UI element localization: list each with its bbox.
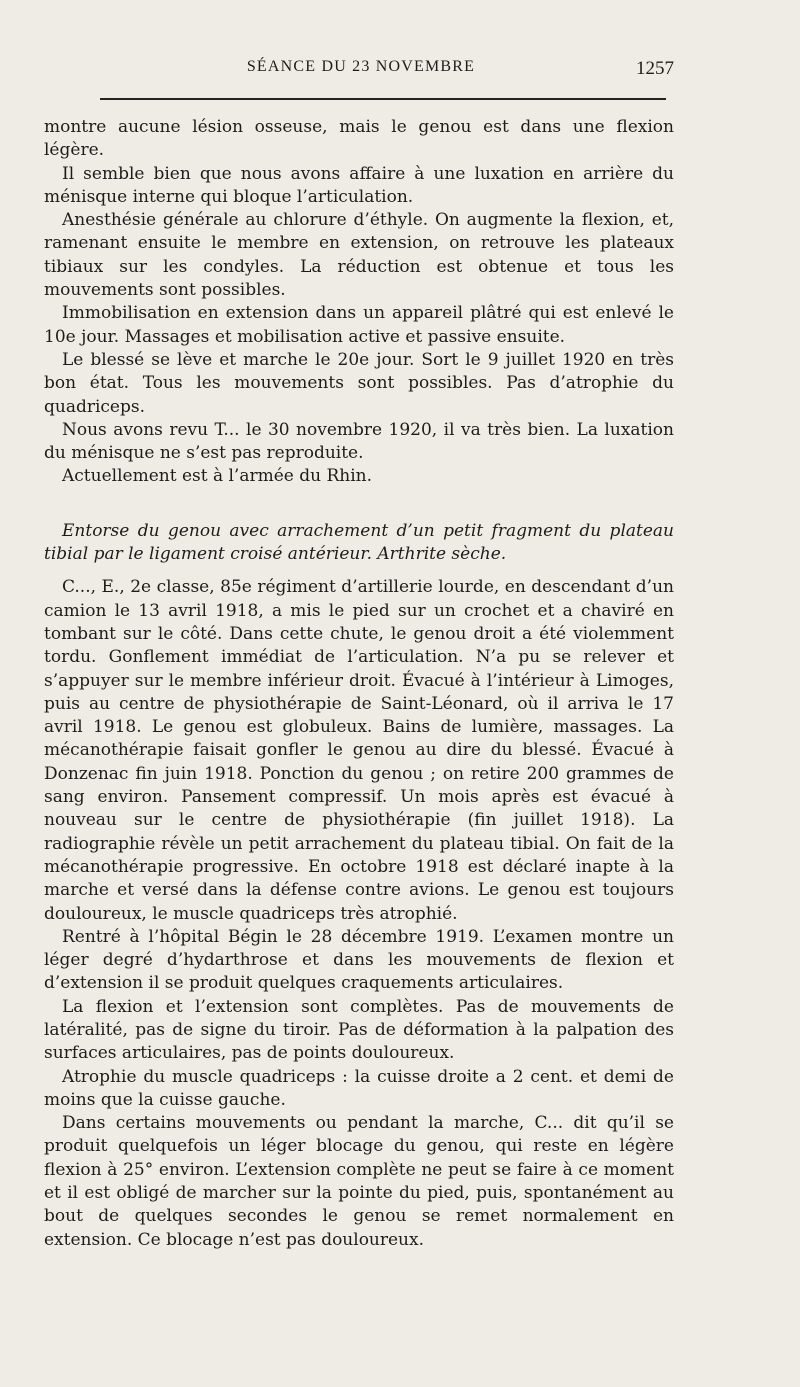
header-rule bbox=[100, 98, 666, 100]
paragraph: Dans certains mouvements ou pendant la marche, C... dit qu’il se produit quelquefois un léger blocage du genou, qui reste en légère flexion à 25° environ. L’extension complète ne peut se faire à ce moment et il est obligé de marcher sur la pointe du pied, puis, spontanément au bout de quelques secondes le genou se remet normalement en extension. Ce blocage n’est pas douloureux. bbox=[44, 1113, 674, 1250]
paragraph: Anesthésie générale au chlorure d’éthyle. On augmente la flexion, et, ramenant ensuite le membre en extension, on retrouve les plateaux tibiaux sur les condyles. La réduction est obtenue et tous les mouvements sont possibles. bbox=[44, 210, 674, 301]
paragraph: Rentré à l’hôpital Bégin le 28 décembre 1919. L’examen montre un léger degré d’hydarthrose et dans les mouvements de flexion et d’extension il se produit quelques craquements articulaires. bbox=[44, 926, 674, 994]
page-number: 1257 bbox=[636, 58, 674, 79]
paragraph: Nous avons revu T... le 30 novembre 1920, il va très bien. La luxation du ménisque ne s’est pas reproduite. bbox=[44, 419, 674, 464]
paragraph: Atrophie du muscle quadriceps : la cuisse droite a 2 cent. et demi de moins que la cuisse gauche. bbox=[44, 1066, 674, 1110]
section-heading: Entorse du genou avec arrachement d’un petit fragment du plateau tibial par le ligament croisé antérieur. Arthrite sèche. bbox=[44, 520, 674, 565]
paragraph: Actuellement est à l’armée du Rhin. bbox=[62, 466, 373, 487]
running-header bbox=[48, 58, 674, 86]
paragraph: Immobilisation en extension dans un appareil plâtré qui est enlevé le 10e jour. Massages et mobilisation active et passive ensuite. bbox=[44, 303, 674, 347]
paragraph: montre aucune lésion osseuse, mais le genou est dans une flexion légère. bbox=[44, 117, 674, 161]
paragraph: Il semble bien que nous avons affaire à une luxation en arrière du ménisque interne qui bloque l’articulation. bbox=[44, 163, 674, 207]
paragraph: La flexion et l’extension sont complètes. Pas de mouvements de latéralité, pas de signe du tiroir. Pas de déformation à la palpation des surfaces articulaires, pas de points douloureux. bbox=[44, 996, 674, 1064]
paragraph: C..., E., 2e classe, 85e régiment d’artillerie lourde, en descendant d’un camion le 13 avril 1918, a mis le pied sur un crochet et a chaviré en tombant sur le côté. Dans cette chute, le genou droit a été violemment tordu. Gonflement immédiat de l’articulation. N’a pu se relever et s’appuyer sur le membre inférieur droit. Évacué à l’intérieur à Limoges, puis au centre de physiothérapie de Saint-Léonard, où il arriva le 17 avril 1918. Le genou est globuleux. Bains de lumière, massages. La mécanothérapie faisait gonfler le genou au dire du blessé. Évacué à Donzenac fin juin 1918. Ponction du genou ; on retire 200 grammes de sang environ. Pansement compressif. Un mois après est évacué à nouveau sur le centre de physiothérapie (fin juillet 1918). La radiographie révèle un petit arrachement du plateau tibial. On fait de la mécanothérapie progressive. En octobre 1918 est déclaré inapte à la marche et versé dans la défense contre avions. Le genou est toujours douloureux, le muscle quadriceps très atrophié. bbox=[44, 577, 674, 924]
header-title: SÉANCE DU 23 NOVEMBRE bbox=[246, 58, 476, 75]
paragraph: Le blessé se lève et marche le 20e jour. Sort le 9 juillet 1920 en très bon état. Tous les mouvements sont possibles. Pas d’atrophie du quadriceps. bbox=[44, 349, 674, 417]
body-text bbox=[44, 116, 674, 1252]
